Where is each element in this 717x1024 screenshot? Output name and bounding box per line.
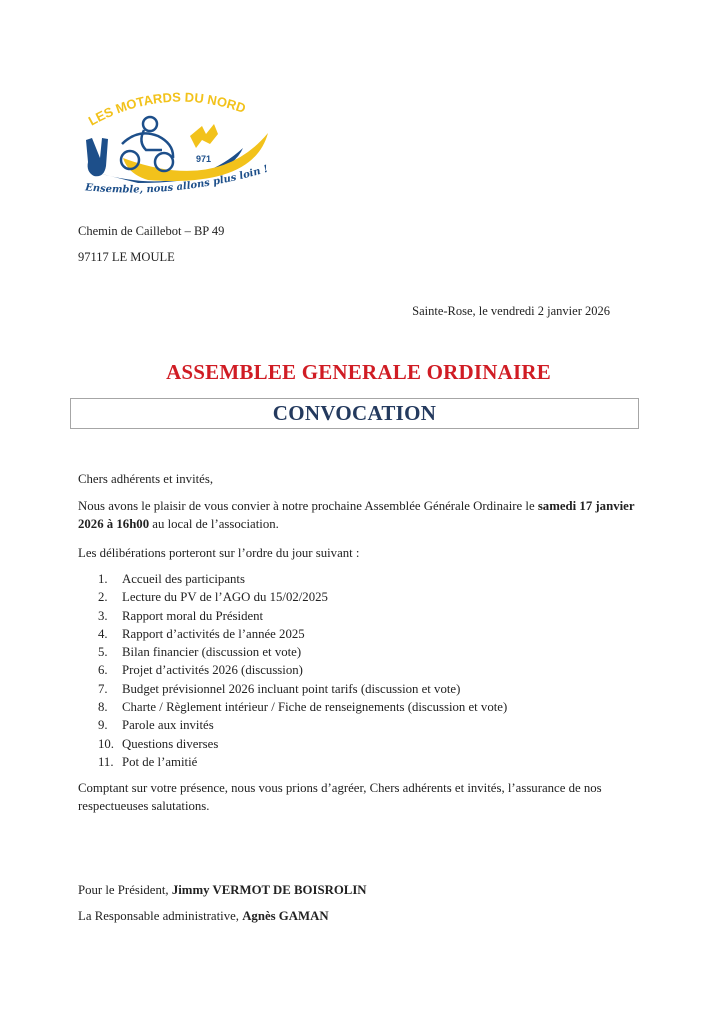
agenda-item: 4. Rapport d’activités de l’année 2025 bbox=[98, 626, 305, 641]
document-title: ASSEMBLEE GENERALE ORDINAIRE bbox=[166, 360, 551, 384]
admin-signature: La Responsable administrative, Agnès GAMAN bbox=[78, 909, 329, 923]
address-line-1: Chemin de Caillebot – BP 49 bbox=[78, 224, 225, 238]
admin-name: Agnès GAMAN bbox=[242, 909, 329, 923]
agenda-item: 5. Bilan financier (discussion et vote) bbox=[98, 645, 302, 660]
guadeloupe-island-icon bbox=[190, 124, 218, 148]
address-line-2: 97117 LE MOULE bbox=[78, 250, 175, 264]
association-logo bbox=[78, 78, 278, 208]
agenda-item: 6. Projet d’activités 2026 (discussion) bbox=[98, 663, 303, 678]
invitation-text-2: au local de l’association. bbox=[149, 517, 279, 531]
logo-graphic bbox=[78, 78, 278, 208]
peace-hand-icon bbox=[86, 138, 108, 176]
president-signature: Pour le Président, Jimmy VERMOT DE BOISROLIN bbox=[78, 883, 367, 897]
document-subtitle: CONVOCATION bbox=[272, 401, 437, 425]
date-line: Sainte-Rose, le vendredi 2 janvier 2026 bbox=[412, 304, 610, 318]
agenda-item: 1. Accueil des participants bbox=[98, 572, 245, 586]
agenda-item: 11. Pot de l’amitié bbox=[98, 754, 198, 769]
logo-tagline: Ensemble, nous allons plus loin ! bbox=[84, 163, 270, 196]
agenda-item: 10. Questions diverses bbox=[98, 736, 219, 751]
agenda-item: 2. Lecture du PV de l’AGO du 15/02/2025 bbox=[98, 590, 328, 605]
agenda-item: 9. Parole aux invités bbox=[98, 718, 214, 733]
greeting: Chers adhérents et invités, bbox=[78, 472, 214, 486]
agenda-list bbox=[98, 570, 507, 771]
logo-title: LES MOTARDS DU NORD bbox=[85, 89, 248, 129]
agenda-item: 8. Charte / Règlement intérieur / Fiche de renseignements (discussion et vote) bbox=[98, 700, 508, 715]
agenda-intro: Les délibérations porteront sur l’ordre du jour suivant : bbox=[78, 546, 360, 560]
meeting-datetime: samedi 17 janvier 2026 à 16h00 bbox=[78, 499, 635, 531]
convocation-box bbox=[70, 398, 639, 429]
invitation-paragraph bbox=[78, 497, 638, 533]
logo-badge: 971 bbox=[196, 154, 212, 164]
agenda-item: 3. Rapport moral du Président bbox=[98, 608, 264, 623]
agenda-item: 7. Budget prévisionnel 2026 incluant point tarifs (discussion et vote) bbox=[98, 681, 461, 696]
president-name: Jimmy VERMOT DE BOISROLIN bbox=[171, 883, 367, 897]
invitation-text-1: Nous avons le plaisir de vous convier à notre prochaine Assemblée Générale Ordinaire le bbox=[78, 499, 538, 513]
closing-paragraph: Comptant sur votre présence, nous vous prions d’agréer, Chers adhérents et invités, l’assurance de nos respectueuses salutations. bbox=[78, 781, 602, 813]
